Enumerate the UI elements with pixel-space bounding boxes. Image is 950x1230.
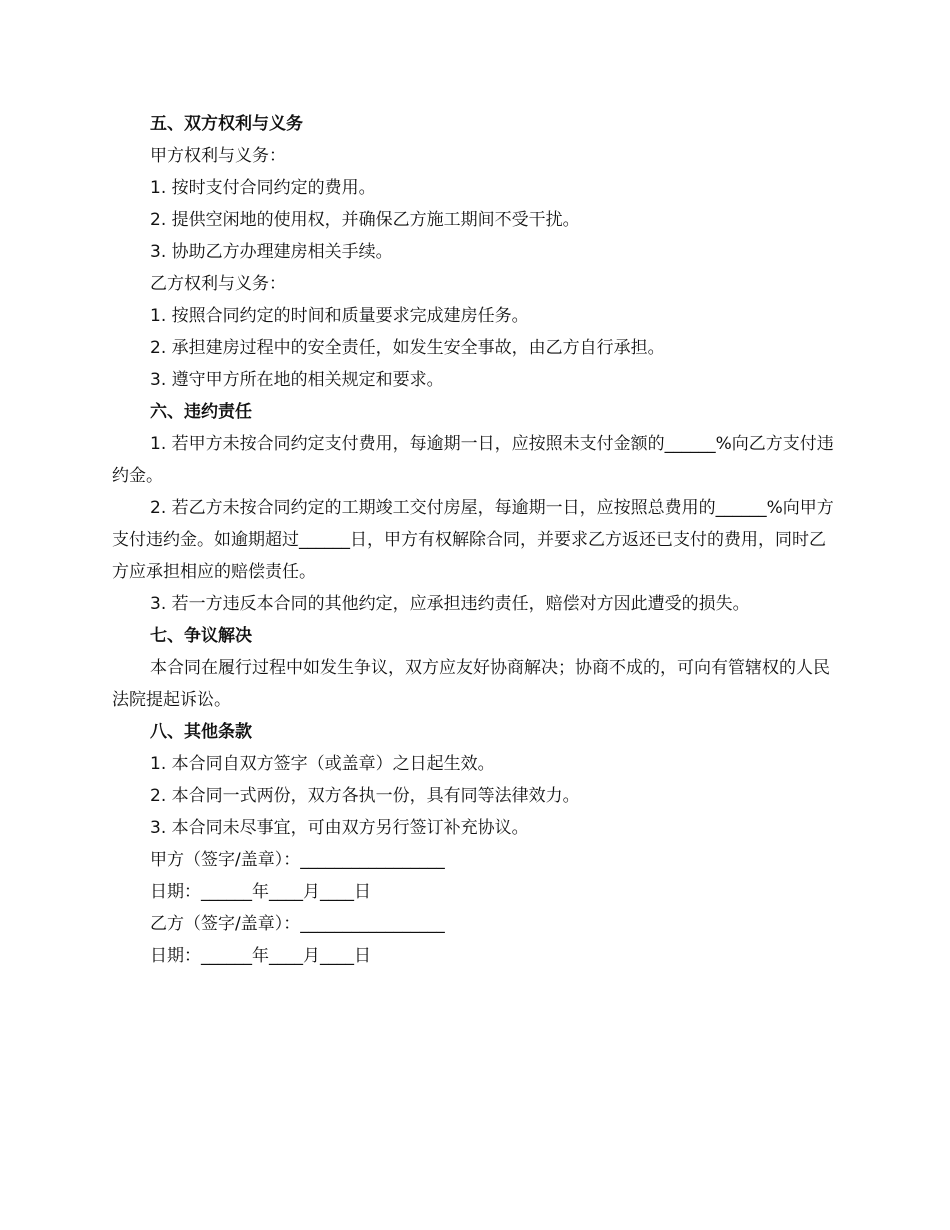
list-item: 2. 本合同一式两份，双方各执一份，具有同等法律效力。 [150, 786, 580, 806]
breach-clause: 3. 若一方违反本合同的其他约定，应承担违约责任，赔偿对方因此遭受的损失。 [150, 594, 750, 614]
section-heading-dispute: 七、争议解决 [150, 626, 252, 646]
party-b-title: 乙方权利与义务： [150, 274, 286, 294]
list-item: 2. 承担建房过程中的安全责任，如发生安全事故，由乙方自行承担。 [150, 338, 665, 358]
section-heading-breach: 六、违约责任 [150, 402, 252, 422]
list-item: 3. 本合同未尽事宜，可由双方另行签订补充协议。 [150, 818, 529, 838]
dispute-clause: 本合同在履行过程中如发生争议，双方应友好协商解决；协商不成的，可向有管辖权的人民法院提起诉讼。 [112, 658, 830, 710]
signature-date-b: 日期：______年____月____日 [150, 946, 371, 966]
section-heading-rights: 五、双方权利与义务 [150, 114, 303, 134]
signature-date-a: 日期：______年____月____日 [150, 882, 371, 902]
list-item: 1. 按时支付合同约定的费用。 [150, 178, 376, 198]
breach-clause: 1. 若甲方未按合同约定支付费用，每逾期一日，应按照未支付金额的______%向乙方支付违约金。 [112, 434, 834, 486]
list-item: 3. 协助乙方办理建房相关手续。 [150, 242, 393, 262]
party-a-title: 甲方权利与义务： [150, 146, 286, 166]
list-item: 1. 本合同自双方签字（或盖章）之日起生效。 [150, 754, 495, 774]
section-heading-other: 八、其他条款 [150, 722, 252, 742]
signature-party-b: 乙方（签字/盖章）：_________________ [150, 914, 445, 934]
list-item: 3. 遵守甲方所在地的相关规定和要求。 [150, 370, 444, 390]
list-item: 2. 提供空闲地的使用权，并确保乙方施工期间不受干扰。 [150, 210, 580, 230]
list-item: 1. 按照合同约定的时间和质量要求完成建房任务。 [150, 306, 529, 326]
breach-clause: 2. 若乙方未按合同约定的工期竣工交付房屋，每逾期一日，应按照总费用的______%向甲方支付违约金。如逾期超过______日，甲方有权解除合同，并要求乙方返还已支付的费用，同时乙方应承担相应的赔偿责任。 [112, 498, 834, 582]
document-body [112, 108, 842, 972]
signature-party-a: 甲方（签字/盖章）：_________________ [150, 850, 445, 870]
